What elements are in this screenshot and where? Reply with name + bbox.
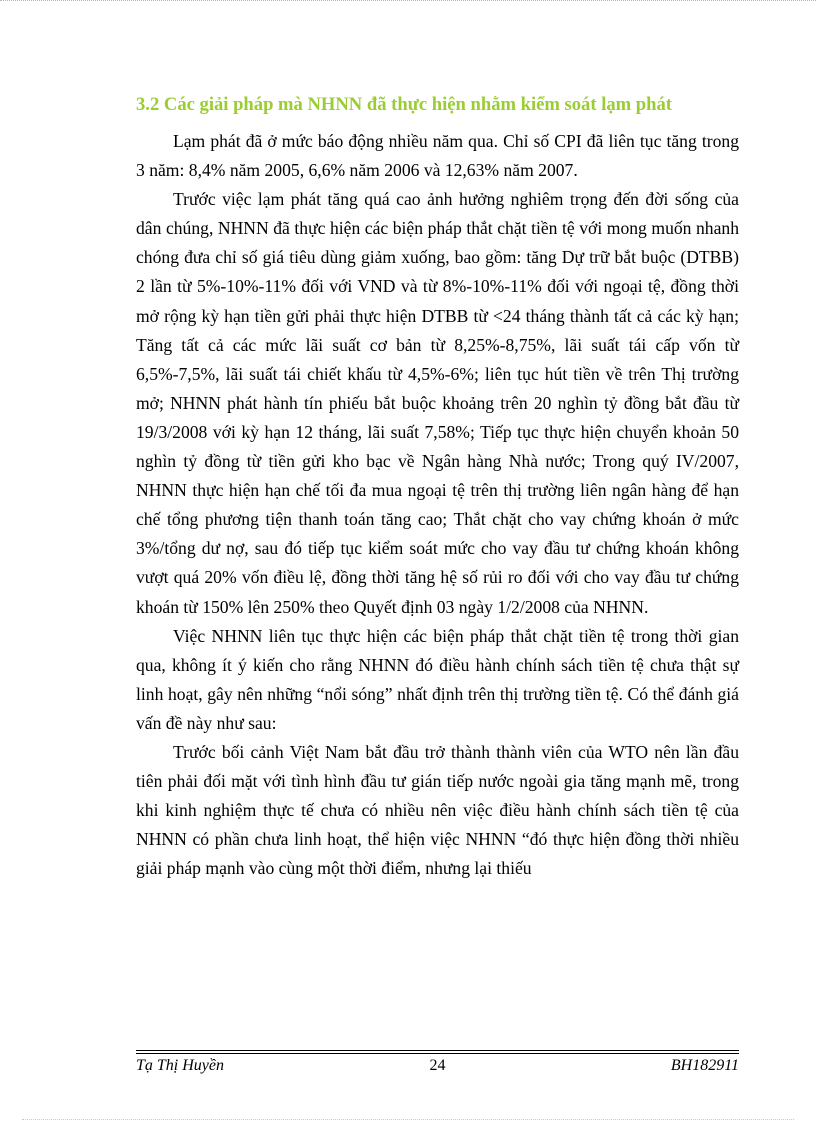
paragraph: Việc NHNN liên tục thực hiện các biện pháp thắt chặt tiền tệ trong thời gian qua, không ít ý kiến cho rằng NHNN đó điều hành chính sách tiền tệ chưa thật sự linh hoạt, gây nên những “nổi sóng” nhất định trên thị trường tiền tệ. Có thể đánh giá vấn đề này như sau: xyxy=(136,625,739,733)
footer-rule xyxy=(136,1050,739,1051)
footer-author: Tạ Thị Huyền xyxy=(136,1057,224,1074)
paragraph: Lạm phát đã ở mức báo động nhiều năm qua. Chỉ số CPI đã liên tục tăng trong 3 năm: 8,4% năm 2005, 6,6% năm 2006 và 12,63% năm 2007. xyxy=(136,131,739,181)
page-footer xyxy=(136,1055,739,1077)
document-body xyxy=(136,91,739,883)
paragraph: Trước bối cảnh Việt Nam bắt đầu trở thành thành viên của WTO nên lần đầu tiên phải đối mặt với tình hình đầu tư gián tiếp nước ngoài gia tăng mạnh mẽ, trong khi kinh nghiệm thực tế chưa có nhiều nên việc điều hành chính sách tiền tệ của NHNN có phần chưa linh hoạt, thể hiện việc NHNN “đó thực hiện đồng thời nhiều giải pháp mạnh vào cùng một thời điểm, nhưng lại thiếu xyxy=(136,741,739,879)
footer-code: BH182911 xyxy=(670,1057,739,1074)
paragraph: Trước việc lạm phát tăng quá cao ảnh hưởng nghiêm trọng đến đời sống của dân chúng, NHNN đã thực hiện các biện pháp thắt chặt tiền tệ với mong muốn nhanh chóng đưa chỉ số giá tiêu dùng giảm xuống, bao gồm: tăng Dự trữ bắt buộc (DTBB) 2 lần từ 5%-10%-11% đối với VND và từ 8%-10%-11% đối với ngoại tệ, đồng thời mở rộng kỳ hạn tiền gửi phải thực hiện DTBB từ <24 tháng thành tất cả các kỳ hạn; Tăng tất cả các mức lãi suất cơ bản từ 8,25%-8,75%, lãi suất tái cấp vốn từ 6,5%-7,5%, lãi suất tái chiết khấu từ 4,5%-6%; liên tục hút tiền về trên Thị trường mở; NHNN phát hành tín phiếu bắt buộc khoảng trên 20 nghìn tỷ đồng bắt đầu từ 19/3/2008 với kỳ hạn 12 tháng, lãi suất 7,58%; Tiếp tục thực hiện chuyển khoản 50 nghìn tỷ đồng từ tiền gửi kho bạc về Ngân hàng Nhà nước; Trong quý IV/2007, NHNN thực hiện hạn chế tối đa mua ngoại tệ trên thị trường liên ngân hàng để hạn chế tổng phương tiện thanh toán tăng cao; Thắt chặt cho vay chứng khoán ở mức 3%/tổng dư nợ, sau đó tiếp tục kiểm soát mức cho vay đầu tư chứng khoán không vượt quá 20% vốn điều lệ, đồng thời tăng hệ số rủi ro đối với cho vay đầu tư chứng khoán từ 150% lên 250% theo Quyết định 03 ngày 1/2/2008 của NHNN. xyxy=(136,189,739,617)
page-number: 24 xyxy=(429,1057,446,1074)
section-heading: 3.2 Các giải pháp mà NHNN đã thực hiện nhằm kiểm soát lạm phát xyxy=(136,94,672,115)
bottom-dotted-rule xyxy=(22,1119,794,1120)
footer-rule-second xyxy=(136,1053,739,1054)
